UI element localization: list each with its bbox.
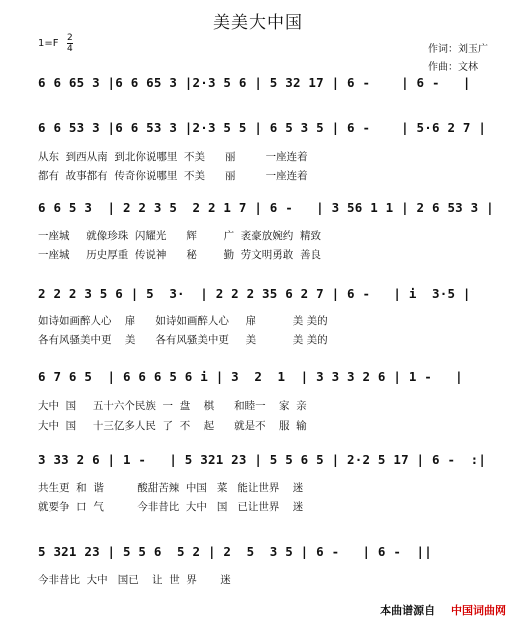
notation-text-7: 5 321 23 | 5 5 6 5 2 | 2 5 3 5 | 6 - | 6 - ||: [38, 544, 433, 559]
notation-text-5: 6 7 6 5 | 6 6 6 5 6 i | 3 2 1 | 3 3 3 2 6 | 1 - |: [38, 369, 463, 384]
time-signature: [67, 33, 73, 54]
lyric-line-2a: 从东 到西从南 到北你说哪里 不美 丽 一座连着: [38, 151, 308, 163]
notation-text-3: 6 6 5 3 | 2 2 3 5 2 2 1 7 | 6 - | 3 56 1 1 | 2 6 53 3 |: [38, 200, 494, 215]
notation-text-1: 6 6 65 3 |6 6 65 3 |2·3 5 6 | 5 32 17 | 6 - | 6 - |: [38, 75, 471, 90]
notation-line-1: [38, 75, 488, 90]
notation-line-2: [38, 120, 488, 135]
lyric-line-5b: 大中 国 十三亿多人民 了 不 起 就是不 服 输: [38, 420, 307, 432]
notation-text-6: 3 33 2 6 | 1 - | 5 321 23 | 5 5 6 5 | 2·2 5 17 | 6 - :|: [38, 452, 487, 467]
lyric-line-2b: 都有 故事都有 传奇你说哪里 不美 丽 一座连着: [38, 170, 308, 182]
source-site-link[interactable]: 中国词曲网: [451, 604, 506, 617]
notation-text-4: 2 2 2 3 5 6 | 5 3· | 2 2 2 35 6 2 7 | 6 - | i 3·5 |: [38, 286, 471, 301]
lyric-line-7a: 今非昔比 大中 国已 让 世 界 迷: [38, 574, 231, 586]
notation-line-7: [38, 544, 488, 559]
notation-line-3: [38, 200, 494, 215]
lyric-line-6b: 就要争 口 气 今非昔比 大中 国 已让世界 迷: [38, 501, 304, 513]
composer-credit: 作曲：文林: [428, 62, 478, 73]
notation-line-5: [38, 369, 488, 384]
lyric-line-3b: 一座城 历史厚重 传说神 秘 勤 劳文明勇敢 善良: [38, 249, 321, 261]
source-label: 本曲谱源自: [380, 604, 436, 617]
lyric-line-4b: 各有风骚美中更 美 各有风骚美中更 美 美 美的: [38, 334, 328, 346]
lyric-line-3a: 一座城 就像珍珠 闪耀光 辉 广 袤豪放婉约 精致: [38, 230, 321, 242]
lyric-line-6a: 共生更 和 谐 酸甜苦辣 中国 菜 能让世界 迷: [38, 482, 304, 494]
notation-line-4: [38, 286, 488, 301]
key-signature: 1=F: [38, 38, 59, 49]
notation-text-2: 6 6 53 3 |6 6 53 3 |2·3 5 5 | 6 5 3 5 | 6 - | 5·6 2 7 |: [38, 120, 487, 135]
lyric-line-4a: 如诗如画醉人心 扉 如诗如画醉人心 扉 美 美的: [38, 315, 328, 327]
time-signature-top: 2: [67, 33, 73, 43]
time-signature-bottom: 4: [67, 44, 73, 54]
lyric-line-5a: 大中 国 五十六个民族 一 盘 棋 和睦一 家 亲: [38, 400, 307, 412]
lyricist-credit: 作词：刘玉广: [428, 44, 488, 55]
source-footer: [380, 602, 506, 618]
notation-line-6: [38, 452, 488, 467]
song-title: 美美大中国: [213, 13, 303, 33]
